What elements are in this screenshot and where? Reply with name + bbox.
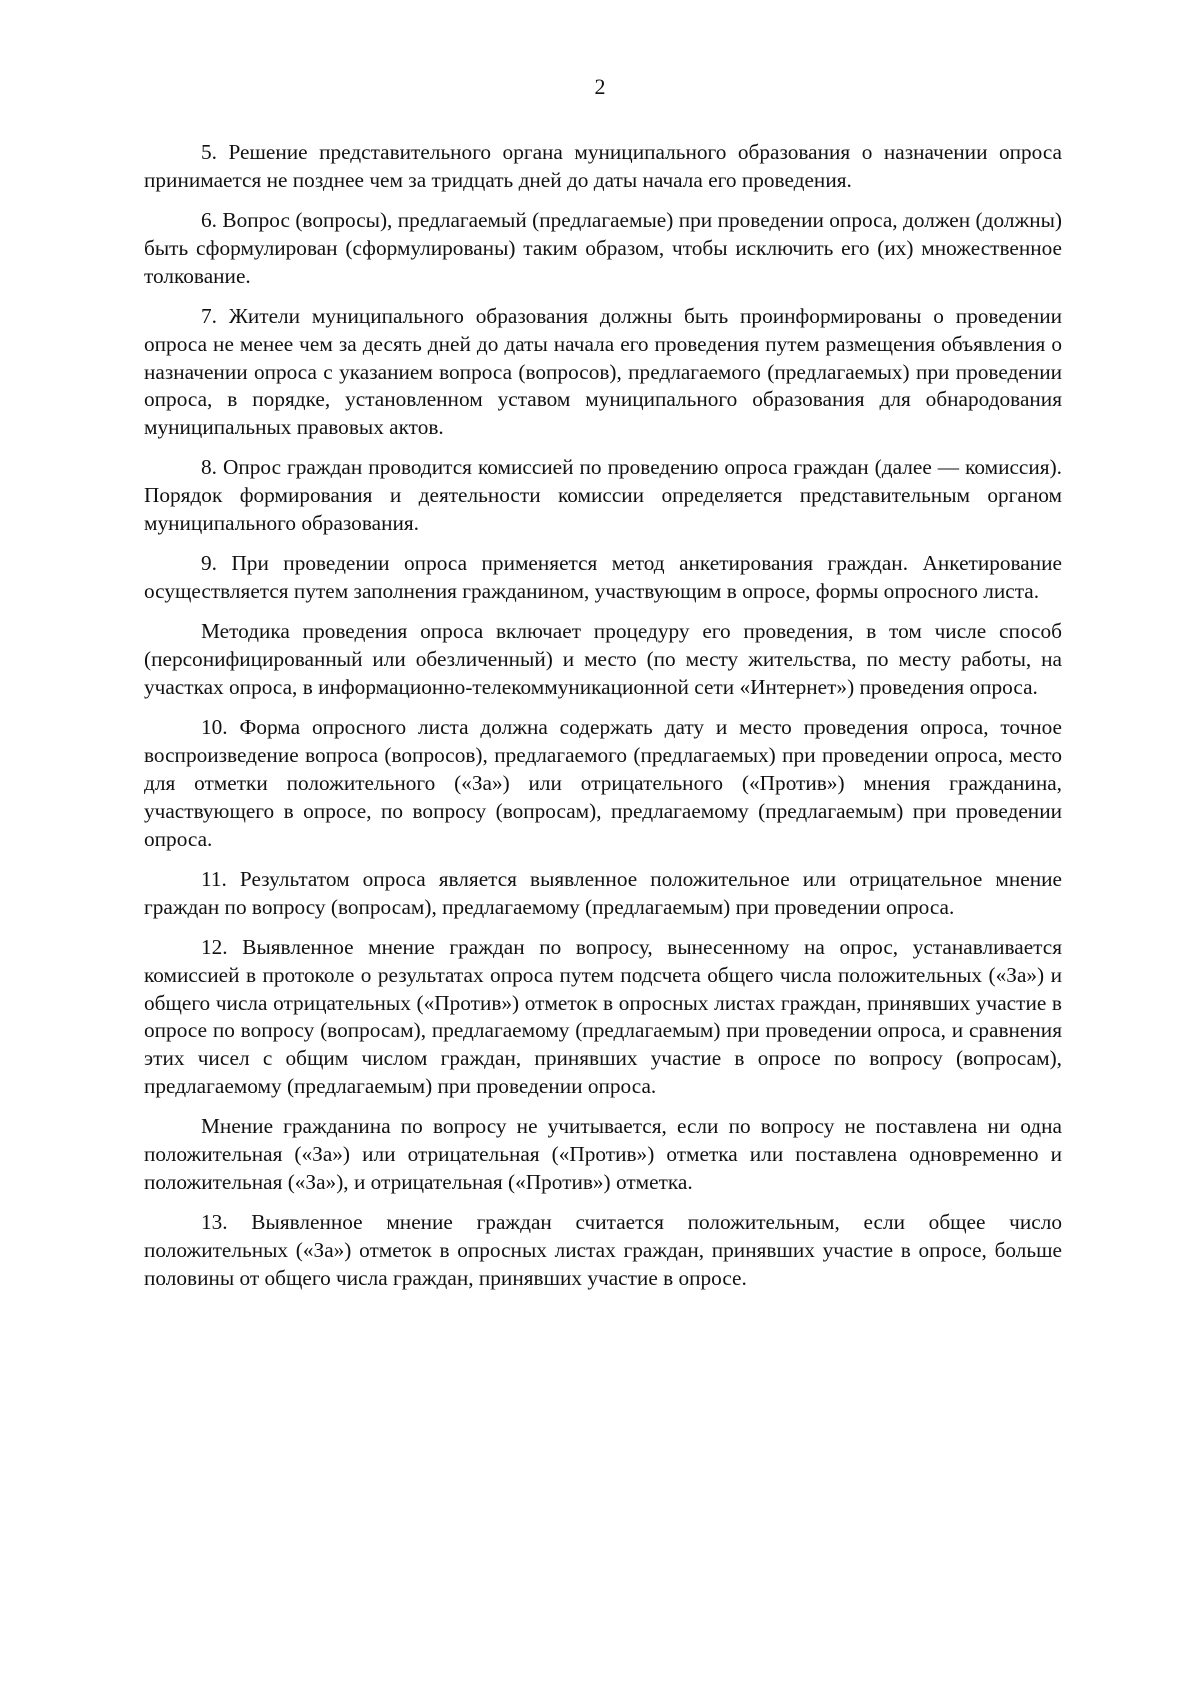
paragraph-13: 13. Выявленное мнение граждан считается положительным, если общее число положительных («За») отметок в опросных листах граждан, принявших участие в опросе, больше половины от общего числа граждан, принявших участие в опросе. [144, 1210, 1062, 1290]
paragraph-5: 5. Решение представительного органа муниципального образования о назначении опроса принимается не позднее чем за тридцать дней до даты начала его проведения. [144, 140, 1062, 192]
paragraph-11: 11. Результатом опроса является выявленное положительное или отрицательное мнение граждан по вопросу (вопросам), предлагаемому (предлагаемым) при проведении опроса. [144, 866, 1062, 919]
document-body [144, 139, 1062, 1305]
paragraph-6: 6. Вопрос (вопросы), предлагаемый (предлагаемые) при проведении опроса, должен (должны) быть сформулирован (сформулированы) таким образом, чтобы исключить его (их) множественное толкование. [144, 208, 1062, 288]
paragraph-9-methodology: Методика проведения опроса включает процедуру его проведения, в том числе способ (персонифицированный или обезличенный) и место (по месту жительства, по месту работы, на участках опроса, в информационно-телекоммуникационной сети «Интернет») проведения опроса. [144, 619, 1062, 700]
paragraph-12-opinion-rule: Мнение гражданина по вопросу не учитывается, если по вопросу не поставлена ни одна положительная («За») или отрицательная («Против») отметка или поставлена одновременно и положительная («За»), и отрицательная («Против») отметка. [144, 1114, 1062, 1194]
paragraph-7: 7. Жители муниципального образования должны быть проинформированы о проведении опроса не менее чем за десять дней до даты начала его проведения путем размещения объявления о назначении опроса с указанием вопроса (вопросов), предлагаемого (предлагаемых) при проведении опроса, в порядке, установленном уставом муниципального образования для обнародования муниципальных правовых актов. [144, 303, 1062, 440]
paragraph-8: 8. Опрос граждан проводится комиссией по проведению опроса граждан (далее — комиссия). Порядок формирования и деятельности комиссии определяется представительным органом муниципального образования. [144, 455, 1062, 536]
page-number: 2 [594, 74, 606, 99]
paragraph-12: 12. Выявленное мнение граждан по вопросу, вынесенному на опрос, устанавливается комиссией в протоколе о результатах опроса путем подсчета общего числа положительных («За») и общего числа отрицательных («Против») отметок в опросных листах граждан, принявших участие в опросе по вопросу (вопросам), предлагаемому (предлагаемым) при проведении опроса, и сравнения этих чисел с общим числом граждан, принявших участие в опросе по вопросу (вопросам), предлагаемому (предлагаемым) при проведении опроса. [144, 934, 1062, 1098]
paragraph-10: 10. Форма опросного листа должна содержать дату и место проведения опроса, точное воспроизведение вопроса (вопросов), предлагаемого (предлагаемых) при проведении опроса, место для отметки положительного («За») или отрицательного («Против») мнения гражданина, участвующего в опросе, по вопросу (вопросам), предлагаемому (предлагаемым) при проведении опроса. [144, 715, 1062, 851]
paragraph-9: 9. При проведении опроса применяется метод анкетирования граждан. Анкетирование осуществляется путем заполнения гражданином, участвующим в опросе, формы опросного листа. [144, 551, 1062, 604]
